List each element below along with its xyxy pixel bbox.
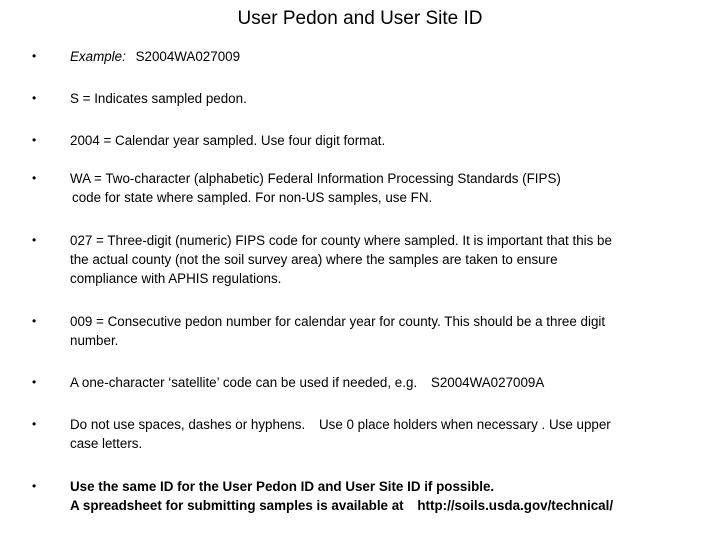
spreadsheet-url-link[interactable]: http://soils.usda.gov/technical/ [417,498,614,513]
satellite-text: A one-character ‘satellite’ code can be used if needed, e.g. [70,375,418,390]
bullet-dot: • [32,375,37,389]
bullet-text: 009 = Consecutive pedon number for calendar year for county. This should be a three digit number. [70,314,606,348]
bullet-dot: • [32,417,37,431]
bullet-dot: • [32,171,37,185]
bullet-text: S = Indicates sampled pedon. [70,91,247,106]
bullet-text: Use the same ID for the User Pedon ID and User Site ID if possible. A spreadsheet for submitting samples is available at http://soils.usda.gov/technical/ [70,479,614,513]
bullet-text: 027 = Three-digit (numeric) FIPS code for county where sampled. It is important that this be the actual county (not the soil survey area) where the samples are taken to ensure compliance with APHIS regulations. [70,233,612,286]
bullet-dot: • [32,314,37,328]
bullet-dot: • [32,133,37,147]
bullet-dot: • [32,479,37,493]
bullet-dot: • [32,91,37,105]
bullet-dot: • [32,233,37,247]
bullet-text [70,47,680,66]
example-value: S2004WA027009 [135,49,241,64]
bullet-text: Do not use spaces, dashes or hyphens. Use 0 place holders when necessary . Use upper case letters. [70,417,611,451]
example-label: Example: [70,49,126,64]
slide-title: User Pedon and User Site ID [237,8,483,29]
bullet-text: 2004 = Calendar year sampled. Use four digit format. [70,133,386,148]
bullet-text: WA = Two-character (alphabetic) Federal Information Processing Standards (FIPS) code for state where sampled. For non-US samples, use FN. [70,171,561,205]
bullet-text [70,373,680,392]
bullet-dot: • [32,49,37,63]
satellite-example: S2004WA027009A [430,375,545,390]
